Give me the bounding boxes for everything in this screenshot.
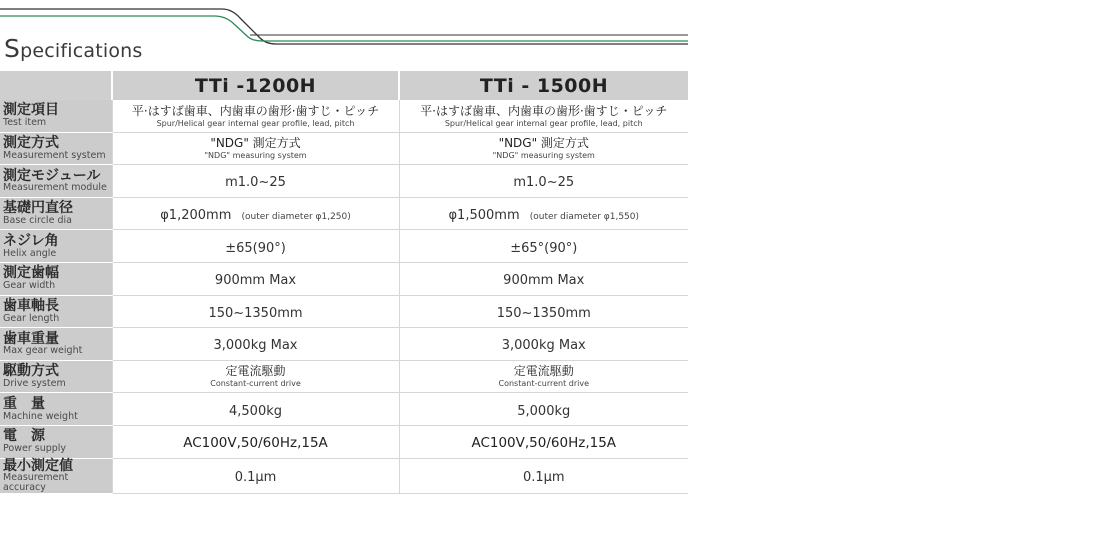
value-cell-1500h <box>399 100 688 132</box>
value-cell-1500h <box>399 458 688 494</box>
value-cell-1200h <box>112 262 399 295</box>
value-cell-1200h <box>112 393 399 426</box>
value-cell-1200h <box>112 132 399 165</box>
value-main: "NDG" 測定方式 <box>498 136 589 151</box>
heading-rest: pecifications <box>20 40 143 62</box>
row-label-en: Gear width <box>3 280 56 292</box>
row-label-jp: 歯車軸長 <box>3 298 59 315</box>
value-sub: Spur/Helical gear internal gear profile, lead, pitch <box>156 118 355 128</box>
row-label-cell <box>0 132 112 165</box>
row-label-cell <box>0 393 112 426</box>
row-label-en: Power supply <box>3 443 67 455</box>
value-sub: "NDG" measuring system <box>204 151 307 161</box>
value-cell-1200h <box>112 197 399 230</box>
value-cell-1500h <box>399 360 688 393</box>
value-main: "NDG" 測定方式 <box>210 136 301 151</box>
row-label-cell <box>0 360 112 393</box>
value-cell-1200h <box>112 458 399 494</box>
table-row <box>0 230 688 263</box>
value-sub: Spur/Helical gear internal gear profile, lead, pitch <box>444 118 643 128</box>
row-label-cell <box>0 262 112 295</box>
value-cell-1500h <box>399 132 688 165</box>
row-label-en: Max gear weight <box>3 345 83 357</box>
row-label-cell <box>0 230 112 263</box>
row-label-jp: 重 量 <box>3 395 45 412</box>
specifications-heading <box>4 34 143 63</box>
table-row <box>0 100 688 132</box>
row-label-jp: 電 源 <box>3 428 45 445</box>
value-main: 定電流駆動 <box>225 364 286 379</box>
value-cell-1200h <box>112 360 399 393</box>
value-main: 900mm Max <box>503 273 585 289</box>
model-header-2: TTi - 1500H <box>399 71 688 100</box>
value-cell-1200h <box>112 230 399 263</box>
value-cell-1500h <box>399 393 688 426</box>
value-main: 0.1μm <box>234 470 277 486</box>
row-label-jp: 測定項目 <box>3 102 59 119</box>
value-main: 平·はすば歯車、内歯車の歯形·歯すじ・ピッチ <box>131 103 380 118</box>
value-cell-1200h <box>112 295 399 328</box>
value-sub: Constant-current drive <box>210 379 301 389</box>
row-label-jp: 測定方式 <box>3 135 59 152</box>
value-main: m1.0~25 <box>513 175 575 191</box>
row-label-cell <box>0 295 112 328</box>
header-blank-cell <box>0 71 112 100</box>
table-row <box>0 458 688 494</box>
row-label-en: Measurement module <box>3 182 107 194</box>
row-label-jp: ネジレ角 <box>3 232 59 249</box>
value-main: 900mm Max <box>214 273 297 289</box>
value-sub: "NDG" measuring system <box>492 151 595 161</box>
value-cell-1500h <box>399 262 688 295</box>
table-row <box>0 165 688 198</box>
specifications-table <box>0 71 688 494</box>
row-label-en: Base circle dia <box>3 214 72 226</box>
row-label-jp: 駆動方式 <box>3 363 59 380</box>
table-header-row <box>0 71 688 100</box>
row-label-en: Machine weight <box>3 410 78 422</box>
value-main: 4,500kg <box>229 403 282 419</box>
row-label-jp: 測定モジュール <box>3 167 101 184</box>
value-main: φ1,200mm <box>160 208 232 224</box>
row-label-jp: 歯車重量 <box>3 330 59 347</box>
row-label-en: Drive system <box>3 377 66 389</box>
value-cell-1200h <box>112 328 399 361</box>
value-sub: Constant-current drive <box>498 379 589 389</box>
row-label-cell <box>0 165 112 198</box>
value-cell-1200h <box>112 165 399 198</box>
value-cell-1200h <box>112 100 399 132</box>
value-cell-1500h <box>399 197 688 230</box>
row-label-cell <box>0 100 112 132</box>
row-label-en: Gear length <box>3 312 60 324</box>
row-label-en: Measurement accuracy <box>3 472 69 494</box>
value-main: 0.1μm <box>522 470 565 486</box>
value-main: 平·はすば歯車、内歯車の歯形·歯すじ・ピッチ <box>420 103 668 118</box>
value-cell-1500h <box>399 230 688 263</box>
value-main: m1.0~25 <box>225 175 286 191</box>
table-row <box>0 360 688 393</box>
row-label-cell <box>0 197 112 230</box>
value-main: 3,000kg Max <box>501 338 586 354</box>
value-main: AC100V,50/60Hz,15A <box>471 435 617 452</box>
value-main: 定電流駆動 <box>513 364 574 379</box>
row-label-jp: 測定歯幅 <box>3 265 59 282</box>
table-row <box>0 132 688 165</box>
heading-first-letter: S <box>4 34 21 63</box>
value-cell-1500h <box>399 328 688 361</box>
value-cell-1200h <box>112 425 399 458</box>
value-main: ±65(90°) <box>225 240 286 256</box>
row-label-en: Helix angle <box>3 247 57 259</box>
table-row <box>0 425 688 458</box>
value-cell-1500h <box>399 295 688 328</box>
row-label-cell <box>0 458 112 494</box>
row-label-en: Test item <box>3 117 47 129</box>
table-row <box>0 295 688 328</box>
value-main: 3,000kg Max <box>213 338 298 354</box>
row-label-cell <box>0 328 112 361</box>
table-row <box>0 197 688 230</box>
table-row <box>0 328 688 361</box>
value-main: ±65°(90°) <box>510 240 578 256</box>
value-cell-1500h <box>399 425 688 458</box>
row-label-cell <box>0 425 112 458</box>
value-main: 150~1350mm <box>496 305 591 321</box>
value-main: 5,000kg <box>517 403 571 419</box>
value-main: φ1,500mm <box>448 208 520 224</box>
row-label-jp: 基礎円直径 <box>3 200 73 217</box>
value-main: 150~1350mm <box>208 305 303 321</box>
row-label-jp: 最小測定値 <box>3 457 73 474</box>
table-row <box>0 262 688 295</box>
table-body <box>0 100 688 494</box>
value-main: AC100V,50/60Hz,15A <box>183 435 328 452</box>
model-header-1: TTi -1200H <box>112 71 399 100</box>
table-row <box>0 393 688 426</box>
value-note: (outer diameter φ1,250) <box>241 212 351 223</box>
value-note: (outer diameter φ1,550) <box>529 212 640 223</box>
row-label-en: Measurement system <box>3 149 106 161</box>
value-cell-1500h <box>399 165 688 198</box>
